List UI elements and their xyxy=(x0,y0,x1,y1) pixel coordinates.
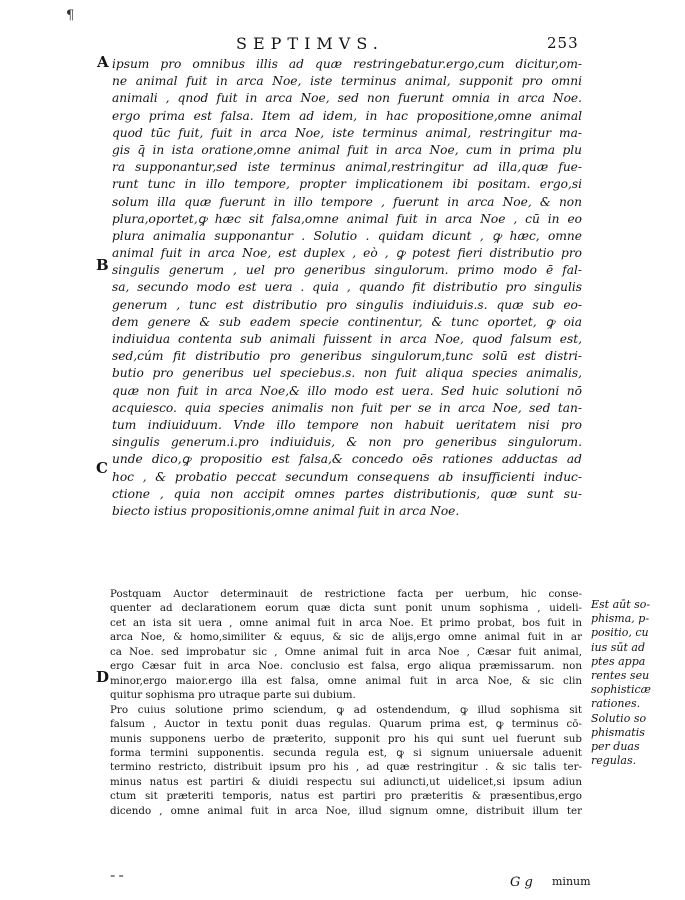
margin-letter-d: D xyxy=(96,668,110,686)
gloss-line: phismatis xyxy=(591,725,645,739)
main-text-line: sa, secundo modo est uera . quia , quando fit distributio pro singulis xyxy=(112,280,582,295)
main-text-line: animali , qnod fuit in arca Noe, sed non fuerunt omnia in arca Noe. xyxy=(112,91,582,106)
commentary-line: ctum sit præteriti temporis, natus est partiri pro præteritis & præsentibus,ergo xyxy=(110,790,582,803)
margin-letter-b: B xyxy=(96,256,109,274)
running-title: SEPTIMVS. xyxy=(236,34,384,53)
gloss-line: rentes seu xyxy=(591,669,650,683)
page-footer xyxy=(110,873,591,895)
commentary-line: falsum , Auctor in textu ponit duas regulas. Quarum prima est, ꝙ terminus cō- xyxy=(110,718,582,731)
commentary-line: Postquam Auctor determinauit de restrictione facta per uerbum, hic conse- xyxy=(110,588,582,600)
main-text-line: hoc , & probatio peccat secundum consequens ab insufficienti induc- xyxy=(112,469,582,484)
main-text-line: quod tūc fuit, fuit in arca Noe, iste terminus animal, restringitur ma- xyxy=(112,125,582,140)
main-text-line: ipsum pro omnibus illis ad quæ restringebatur.ergo,cum dicitur,om- xyxy=(112,57,582,71)
main-text-line: plura,oportet,ꝙ hæc sit falsa,omne animal fuit in arca Noe , cū in eo xyxy=(112,211,582,226)
gloss-line: ius sūt ad xyxy=(591,640,645,654)
margin-letter-a: A xyxy=(97,53,109,71)
main-text-line: plura animalia supponantur . Solutio . quidam dicunt , ꝙ hæc, omne xyxy=(112,228,582,243)
commentary-line: Pro cuius solutione primo sciendum, ꝙ ad ostendendum, ꝙ illud sophisma sit xyxy=(110,703,582,716)
main-text-line: tum indiuiduum. Vnde illo tempore non habuit ueritatem nisi pro xyxy=(112,417,582,432)
gloss-line: regulas. xyxy=(591,754,637,768)
commentary-line: ca Noe. sed improbatur sic , Omne animal fuit in arca Noe , Cæsar fuit animal, xyxy=(110,645,582,658)
main-text-line: singulis generum , uel pro generibus singulorum. primo modo ē fal- xyxy=(112,263,582,278)
main-text-line: animal fuit in arca Noe, est duplex , eò , ꝙ potest fieri distributio pro xyxy=(112,246,582,261)
corner-mark: ¶ xyxy=(66,8,75,23)
main-text-line: biecto istius propositionis,omne animal fuit in arca Noe. xyxy=(112,503,460,518)
gloss-line: Solutio so xyxy=(591,711,647,725)
gloss-line: rationes. xyxy=(591,697,641,711)
main-text-block xyxy=(112,56,582,520)
main-text-line: sed,cúm fit distributio pro generibus singulorum,tunc solū est distri- xyxy=(112,349,582,364)
main-text-line: acquiesco. quia species animalis non fuit per se in arca Noe, sed tan- xyxy=(112,400,582,415)
commentary-line: quitur sophisma pro utraque parte sui dubium. xyxy=(110,689,356,702)
gloss-line: Est aūt so- xyxy=(591,598,651,611)
main-text-line: ra supponantur,sed iste terminus animal,restringitur ad illa,quæ fue- xyxy=(112,160,582,175)
commentary-line: termino restricto, distribuit ipsum pro his , ad quæ restringitur . & sic talis ter- xyxy=(110,761,582,774)
commentary-line: arca Noe, & homo,similiter & equus, & sic de alijs,ergo omne animal fuit in ar xyxy=(110,631,582,644)
gloss-line: phisma, p- xyxy=(591,612,650,626)
gloss-line: positio, cu xyxy=(591,626,649,640)
footer-mark: ⁼ ⁼ xyxy=(110,873,124,884)
main-text-line: ne animal fuit in arca Noe, iste terminus animal, supponit pro omni xyxy=(112,74,582,89)
gloss-line: ptes appa xyxy=(591,654,646,668)
main-text-line: ergo prima est falsa. Item ad idem, in hac propositione,omne animal xyxy=(112,108,582,123)
gloss-line: sophisticæ xyxy=(591,683,651,697)
main-text-line: runt tunc in illo tempore, propter implicationem ibi positam. ergo,si xyxy=(112,177,582,192)
commentary-block xyxy=(110,587,582,818)
commentary-line: forma termini supponentis. secunda regula est, ꝙ si signum uniuersale aduenit xyxy=(110,746,582,759)
commentary-line: munis supponens uerbo de præterito, supponit pro his qui sunt uel fuerunt sub xyxy=(110,732,582,745)
commentary-line: cet an ista sit uera , omne animal fuit in arca Noe. Et primo probat, bos fuit in xyxy=(110,616,582,629)
main-text-line: indiuidua contenta sub animali fuissent in arca Noe, quod falsum est, xyxy=(112,332,582,346)
commentary-line: minor,ergo maior.ergo illa est falsa, omne animal fuit in arca Noe, & sic clin xyxy=(110,674,582,687)
main-text-line: butio pro generibus uel speciebus.s. non fuit aliqua species animalis, xyxy=(112,366,582,381)
commentary-line: ergo Cæsar fuit in arca Noe. conclusio est falsa, ergo aliqua præmissarum. non xyxy=(110,660,582,673)
main-text-line: generum , tunc est distributio pro singulis indiuiduis.s. quæ sub eo- xyxy=(112,297,582,312)
main-text-line: dem genere & sub eadem specie continentur, & tunc oportet, ꝙ oia xyxy=(112,314,582,329)
main-text-line: quæ non fuit in arca Noe,& illo modo est uera. Sed huic solutioni nō xyxy=(112,383,582,398)
commentary-line: dicendo , omne animal fuit in arca Noe, illud signum omne, distribuit illum ter xyxy=(110,804,582,817)
main-text-line: solum illa quæ fuerunt in illo tempore , fuerunt in arca Noe, & non xyxy=(112,194,582,209)
main-text-line: singulis generum.i.pro indiuiduis, & non pro generibus singulorum. xyxy=(112,435,582,450)
signature-mark: G g xyxy=(510,875,533,890)
main-text-line: unde dico,ꝙ propositio est falsa,& concedo oēs rationes adductas ad xyxy=(112,452,582,467)
gloss-line: per duas xyxy=(591,740,640,754)
commentary-line: quenter ad declarationem eorum quæ dicta sunt ponit unum sophisma , uideli- xyxy=(110,602,582,615)
marginal-gloss xyxy=(591,598,677,768)
main-text-line: gis q̄ in ista oratione,omne animal fuit in arca Noe, cum in prima plu xyxy=(112,142,582,157)
commentary-line: minus natus est partiri & diuidi respectu sui adiuncti,ut uidelicet,si ipsum adiun xyxy=(110,775,582,788)
main-text-line: ctione , quia non accipit omnes partes distributionis, quæ sunt su- xyxy=(112,486,582,501)
margin-letter-c: C xyxy=(96,459,108,477)
catchword: minum xyxy=(552,875,591,888)
page-number: 253 xyxy=(547,34,579,52)
